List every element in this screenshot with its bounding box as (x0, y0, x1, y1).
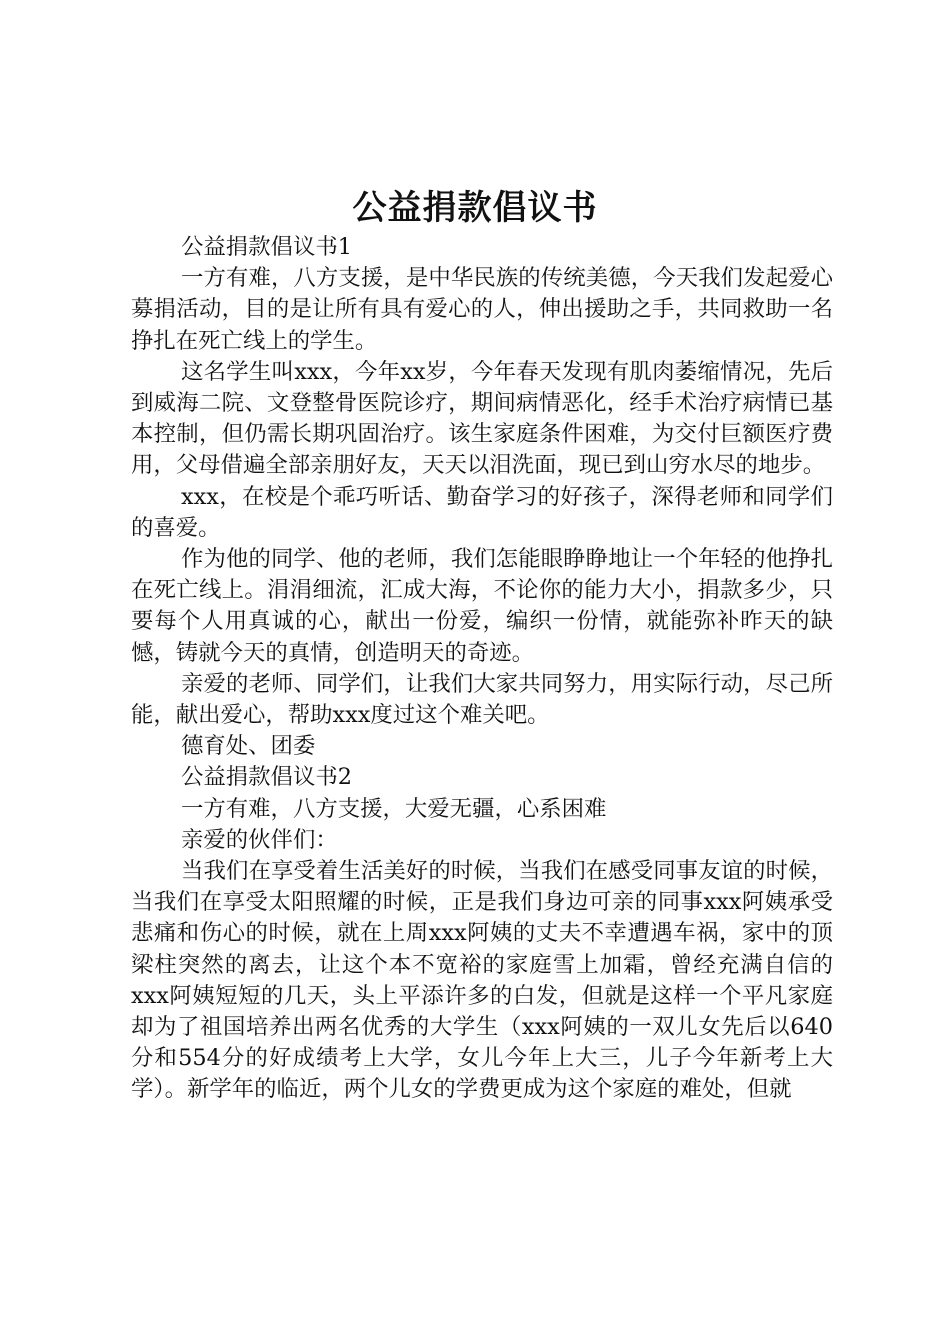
paragraph: 这名学生叫xxx，今年xx岁，今年春天发现有肌肉萎缩情况，先后到威海二院、文登整骨医院诊疗，期间病情恶化，经手术治疗病情已基本控制，但仍需长期巩固治疗。该生家庭条件困难，为交付巨额医疗费用，父母借遍全部亲朋好友，天天以泪洗面，现已到山穷水尽的地步。 (131, 358, 833, 479)
document-body (131, 232, 833, 1106)
paragraph: xxx，在校是个乖巧听话、勤奋学习的好孩子，深得老师和同学们的喜爱。 (131, 483, 833, 541)
paragraph: 当我们在享受着生活美好的时候，当我们在感受同事友谊的时候，当我们在享受太阳照耀的时候，正是我们身边可亲的同事xxx阿姨承受悲痛和伤心的时候，就在上周xxx阿姨的丈夫不幸遭遇车祸，家中的顶梁柱突然的离去，让这个本不宽裕的家庭雪上加霜，曾经充满自信的xxx阿姨短短的几天，头上平添许多的白发，但就是这样一个平凡家庭却为了祖国培养出两名优秀的大学生（xxx阿姨的一双儿女先后以640分和554分的好成绩考上大学，女儿今年上大三，儿子今年新考上大学）。新学年的临近，两个儿女的学费更成为这个家庭的难处，但就 (131, 858, 833, 1103)
signature-line: 德育处、团委 (181, 733, 316, 760)
paragraph: 亲爱的老师、同学们，让我们大家共同努力，用实际行动，尽己所能，献出爱心，帮助xxx度过这个难关吧。 (131, 670, 833, 729)
paragraph: 一方有难，八方支援，大爱无疆，心系困难 (181, 795, 607, 822)
section-heading-2: 公益捐款倡议书2 (181, 764, 352, 791)
paragraph: 一方有难，八方支援，是中华民族的传统美德，今天我们发起爱心募捐活动，目的是让所有具有爱心的人，伸出援助之手，共同救助一名挣扎在死亡线上的学生。 (131, 265, 833, 354)
salutation: 亲爱的伙伴们： (181, 826, 338, 853)
document-title: 公益捐款倡议书 (352, 188, 598, 228)
paragraph: 作为他的同学、他的老师，我们怎能眼睁睁地让一个年轻的他挣扎在死亡线上。涓涓细流，汇成大海，不论你的能力大小，捐款多少，只要每个人用真诚的心，献出一份爱，编织一份情，就能弥补昨天的缺憾，铸就今天的真情，创造明天的奇迹。 (131, 546, 833, 666)
section-heading-1: 公益捐款倡议书1 (181, 234, 352, 260)
